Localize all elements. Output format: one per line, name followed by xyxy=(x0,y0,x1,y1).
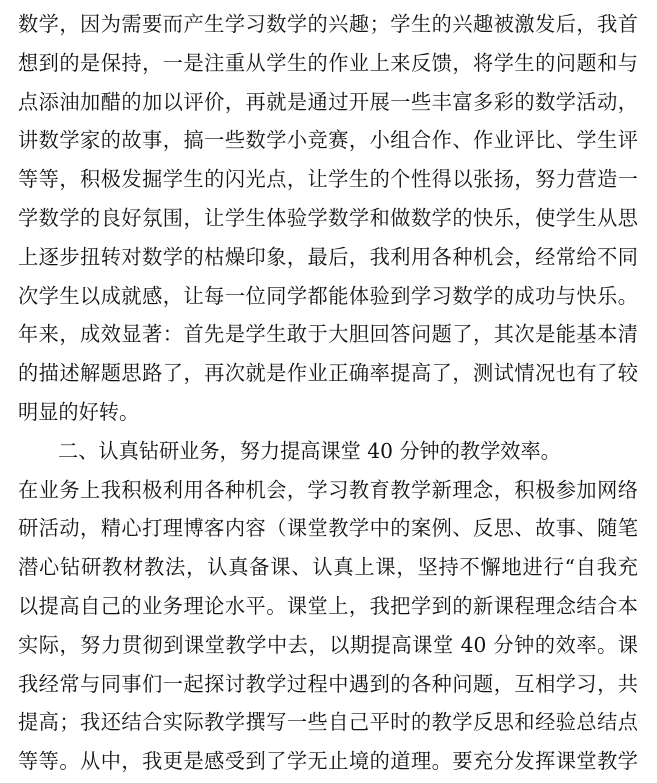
text-line-10: 的描述解题思路了，再次就是作业正确率提高了，测试情况也有了较 xyxy=(18,361,638,386)
text-line-19: 提高；我还结合实际教学撰写一些自己平时的教学反思和经验总结点 xyxy=(18,710,638,735)
text-line-4: 讲数学家的故事，搞一些数学小竞赛，小组合作、作业评比、学生评 xyxy=(18,128,638,153)
text-line-11: 明显的好转。 xyxy=(18,400,140,424)
text-line-15: 潜心钻研教材教法，认真备课、认真上课，坚持不懈地进行“自我充 xyxy=(18,555,638,580)
text-line-8: 次学生以成就感，让每一位同学都能体验到学习数学的成功与快乐。 xyxy=(18,283,638,308)
text-line-16: 以提高自己的业务理论水平。课堂上，我把学到的新课程理念结合本 xyxy=(18,594,638,618)
text-line-9: 年来，成效显著：首先是学生敢于大胆回答问题了，其次是能基本清 xyxy=(18,322,638,347)
text-line-1: 数学，因为需要而产生学习数学的兴趣；学生的兴趣被激发后，我首 xyxy=(18,12,638,36)
text-line-3: 点添油加醋的加以评价，再就是通过开展一些丰富多彩的数学活动， xyxy=(18,89,638,114)
text-line-18: 我经常与同事们一起探讨教学过程中遇到的各种问题，互相学习，共 xyxy=(18,671,638,696)
section-heading: 二、认真钻研业务，努力提高课堂 40 分钟的教学效率。 xyxy=(58,438,561,463)
text-line-13: 在业务上我积极利用各种机会，学习教育教学新理念，积极参加网络 xyxy=(18,477,638,502)
text-line-5: 等等，积极发掘学生的闪光点，让学生的个性得以张扬，努力营造一 xyxy=(18,167,638,192)
text-line-20: 等等。从中，我更是感受到了学无止境的道理。要充分发挥课堂教学 xyxy=(18,749,638,774)
text-line-14: 研活动，精心打理博客内容（课堂教学中的案例、反思、故事、随笔 xyxy=(18,516,638,541)
text-line-2: 想到的是保持，一是注重从学生的作业上来反馈，将学生的问题和与 xyxy=(18,50,638,75)
text-line-7: 上逐步扭转对数学的枯燥印象，最后，我利用各种机会，经常给不同 xyxy=(18,244,638,269)
text-line-6: 学数学的良好氛围，让学生体验学数学和做数学的快乐，使学生从思 xyxy=(18,206,638,230)
text-line-17: 实际，努力贯彻到课堂教学中去，以期提高课堂 40 分钟的效率。课 xyxy=(18,632,638,657)
